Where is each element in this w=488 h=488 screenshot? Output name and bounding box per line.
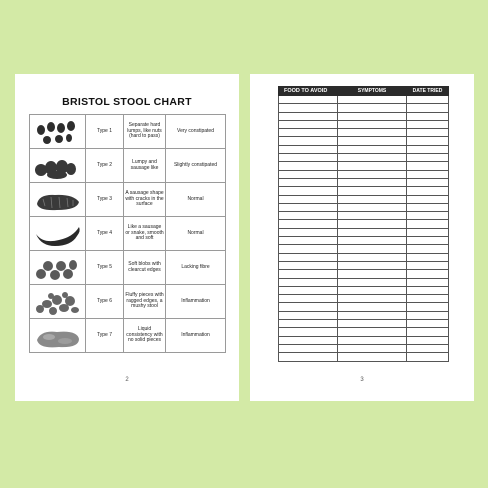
food-log-row: [279, 353, 449, 361]
food-log-row: [279, 245, 449, 253]
food-cell[interactable]: [279, 320, 338, 328]
symptoms-cell[interactable]: [338, 187, 407, 195]
symptoms-cell[interactable]: [338, 112, 407, 120]
date-cell[interactable]: [407, 154, 449, 162]
symptoms-cell[interactable]: [338, 212, 407, 220]
food-cell[interactable]: [279, 353, 338, 361]
stool-type6-icon: [33, 286, 83, 318]
symptoms-cell[interactable]: [338, 320, 407, 328]
food-cell[interactable]: [279, 104, 338, 112]
page-food-log: [250, 74, 474, 401]
symptoms-cell[interactable]: [338, 286, 407, 294]
header-symptoms: SYMPTOMS: [338, 87, 407, 96]
stool-type-label: Type 7: [86, 319, 124, 353]
date-cell[interactable]: [407, 112, 449, 120]
stool-note: Inflammation: [166, 285, 226, 319]
date-cell[interactable]: [407, 212, 449, 220]
page-bristol-chart: [15, 74, 239, 401]
food-log-row: [279, 203, 449, 211]
food-log-row: [279, 145, 449, 153]
food-log-row: [279, 261, 449, 269]
food-log-row: [279, 162, 449, 170]
date-cell[interactable]: [407, 178, 449, 186]
stool-image-cell: [30, 115, 86, 149]
symptoms-cell[interactable]: [338, 154, 407, 162]
food-cell[interactable]: [279, 328, 338, 336]
date-cell[interactable]: [407, 187, 449, 195]
page-number-left: 2: [125, 377, 129, 383]
date-cell[interactable]: [407, 286, 449, 294]
symptoms-cell[interactable]: [338, 311, 407, 319]
date-cell[interactable]: [407, 203, 449, 211]
stool-description: A sausage shape with cracks in the surface: [124, 183, 166, 217]
food-log-row: [279, 320, 449, 328]
symptoms-cell[interactable]: [338, 203, 407, 211]
date-cell[interactable]: [407, 311, 449, 319]
symptoms-cell[interactable]: [338, 220, 407, 228]
symptoms-cell[interactable]: [338, 129, 407, 137]
date-cell[interactable]: [407, 120, 449, 128]
bristol-stool-table: [29, 114, 226, 353]
food-cell[interactable]: [279, 203, 338, 211]
food-cell[interactable]: [279, 261, 338, 269]
stool-image-cell: [30, 285, 86, 319]
stool-note: Normal: [166, 183, 226, 217]
food-cell[interactable]: [279, 311, 338, 319]
stool-type-label: Type 6: [86, 285, 124, 319]
food-cell[interactable]: [279, 195, 338, 203]
date-cell[interactable]: [407, 129, 449, 137]
stool-description: Soft blobs with clearcut edges: [124, 251, 166, 285]
date-cell[interactable]: [407, 96, 449, 104]
date-cell[interactable]: [407, 137, 449, 145]
food-cell[interactable]: [279, 278, 338, 286]
food-log-row: [279, 187, 449, 195]
stool-row: [30, 149, 226, 183]
symptoms-cell[interactable]: [338, 195, 407, 203]
symptoms-cell[interactable]: [338, 278, 407, 286]
food-log-row: [279, 278, 449, 286]
stool-description: Like a sausage or snake, smooth and soft: [124, 217, 166, 251]
stool-note: Lacking fibre: [166, 251, 226, 285]
stool-description: Lumpy and sausage like: [124, 149, 166, 183]
food-cell[interactable]: [279, 129, 338, 137]
symptoms-cell[interactable]: [338, 245, 407, 253]
food-log-row: [279, 212, 449, 220]
stool-note: Inflammation: [166, 319, 226, 353]
stool-description: Separate hard lumps, like nuts (hard to pass): [124, 115, 166, 149]
food-cell[interactable]: [279, 170, 338, 178]
food-cell[interactable]: [279, 145, 338, 153]
food-cell[interactable]: [279, 154, 338, 162]
food-log-row: [279, 104, 449, 112]
food-log-row: [279, 154, 449, 162]
stool-type7-icon: [33, 320, 83, 352]
food-log-row: [279, 303, 449, 311]
food-log-row: [279, 178, 449, 186]
food-log-row: [279, 270, 449, 278]
stool-type-label: Type 3: [86, 183, 124, 217]
food-cell[interactable]: [279, 303, 338, 311]
symptoms-cell[interactable]: [338, 237, 407, 245]
date-cell[interactable]: [407, 195, 449, 203]
food-cell[interactable]: [279, 228, 338, 236]
page-number-right: 3: [360, 377, 364, 383]
stool-type-label: Type 1: [86, 115, 124, 149]
food-log-row: [279, 137, 449, 145]
symptoms-cell[interactable]: [338, 328, 407, 336]
stool-row: [30, 319, 226, 353]
food-log-table: [278, 86, 449, 362]
date-cell[interactable]: [407, 245, 449, 253]
food-cell[interactable]: [279, 237, 338, 245]
stool-note: Very constipated: [166, 115, 226, 149]
date-cell[interactable]: [407, 303, 449, 311]
date-cell[interactable]: [407, 170, 449, 178]
food-cell[interactable]: [279, 187, 338, 195]
date-cell[interactable]: [407, 253, 449, 261]
symptoms-cell[interactable]: [338, 137, 407, 145]
food-cell[interactable]: [279, 270, 338, 278]
date-cell[interactable]: [407, 220, 449, 228]
stool-row: [30, 251, 226, 285]
symptoms-cell[interactable]: [338, 253, 407, 261]
stool-description: Fluffy pieces with ragged edges, a mushy stool: [124, 285, 166, 319]
food-cell[interactable]: [279, 336, 338, 344]
stool-row: [30, 115, 226, 149]
stool-type-label: Type 5: [86, 251, 124, 285]
symptoms-cell[interactable]: [338, 120, 407, 128]
food-cell[interactable]: [279, 162, 338, 170]
header-food-to-avoid: FOOD TO AVOID: [279, 87, 338, 96]
food-log-row: [279, 228, 449, 236]
date-cell[interactable]: [407, 320, 449, 328]
food-cell[interactable]: [279, 137, 338, 145]
food-log-row: [279, 195, 449, 203]
date-cell[interactable]: [407, 344, 449, 352]
stool-type2-icon: [33, 150, 83, 182]
date-cell[interactable]: [407, 104, 449, 112]
food-cell[interactable]: [279, 344, 338, 352]
food-log-row: [279, 344, 449, 352]
date-cell[interactable]: [407, 270, 449, 278]
symptoms-cell[interactable]: [338, 145, 407, 153]
date-cell[interactable]: [407, 278, 449, 286]
date-cell[interactable]: [407, 295, 449, 303]
food-log-row: [279, 286, 449, 294]
stool-note: Normal: [166, 217, 226, 251]
food-cell[interactable]: [279, 295, 338, 303]
date-cell[interactable]: [407, 353, 449, 361]
date-cell[interactable]: [407, 162, 449, 170]
stool-row: [30, 285, 226, 319]
stool-image-cell: [30, 251, 86, 285]
symptoms-cell[interactable]: [338, 162, 407, 170]
symptoms-cell[interactable]: [338, 295, 407, 303]
symptoms-cell[interactable]: [338, 353, 407, 361]
food-cell[interactable]: [279, 96, 338, 104]
food-log-row: [279, 237, 449, 245]
symptoms-cell[interactable]: [338, 178, 407, 186]
food-cell[interactable]: [279, 120, 338, 128]
stool-type4-icon: [33, 218, 83, 250]
date-cell[interactable]: [407, 336, 449, 344]
stool-image-cell: [30, 183, 86, 217]
food-cell[interactable]: [279, 212, 338, 220]
food-cell[interactable]: [279, 178, 338, 186]
food-log-row: [279, 311, 449, 319]
food-log-row: [279, 170, 449, 178]
symptoms-cell[interactable]: [338, 104, 407, 112]
stool-row: [30, 183, 226, 217]
food-cell[interactable]: [279, 112, 338, 120]
symptoms-cell[interactable]: [338, 261, 407, 269]
header-date-tried: DATE TRIED: [407, 87, 449, 96]
symptoms-cell[interactable]: [338, 344, 407, 352]
stool-type3-icon: [33, 184, 83, 216]
food-log-row: [279, 220, 449, 228]
food-log-row: [279, 328, 449, 336]
food-cell[interactable]: [279, 286, 338, 294]
food-log-row: [279, 96, 449, 104]
stool-note: Slightly constipated: [166, 149, 226, 183]
food-log-row: [279, 336, 449, 344]
stool-type-label: Type 2: [86, 149, 124, 183]
symptoms-cell[interactable]: [338, 303, 407, 311]
food-cell[interactable]: [279, 245, 338, 253]
date-cell[interactable]: [407, 328, 449, 336]
date-cell[interactable]: [407, 228, 449, 236]
stool-image-cell: [30, 319, 86, 353]
stool-type5-icon: [33, 252, 83, 284]
food-cell[interactable]: [279, 220, 338, 228]
food-log-row: [279, 295, 449, 303]
date-cell[interactable]: [407, 145, 449, 153]
food-cell[interactable]: [279, 253, 338, 261]
food-log-row: [279, 112, 449, 120]
symptoms-cell[interactable]: [338, 228, 407, 236]
stool-description: Liquid consistency with no solid pieces: [124, 319, 166, 353]
food-log-row: [279, 120, 449, 128]
date-cell[interactable]: [407, 261, 449, 269]
food-log-row: [279, 253, 449, 261]
food-log-row: [279, 129, 449, 137]
stool-row: [30, 217, 226, 251]
stool-type-label: Type 4: [86, 217, 124, 251]
symptoms-cell[interactable]: [338, 336, 407, 344]
stool-type1-icon: [33, 116, 83, 148]
stool-image-cell: [30, 149, 86, 183]
date-cell[interactable]: [407, 237, 449, 245]
symptoms-cell[interactable]: [338, 170, 407, 178]
symptoms-cell[interactable]: [338, 270, 407, 278]
symptoms-cell[interactable]: [338, 96, 407, 104]
stool-image-cell: [30, 217, 86, 251]
chart-title: BRISTOL STOOL CHART: [62, 96, 192, 108]
